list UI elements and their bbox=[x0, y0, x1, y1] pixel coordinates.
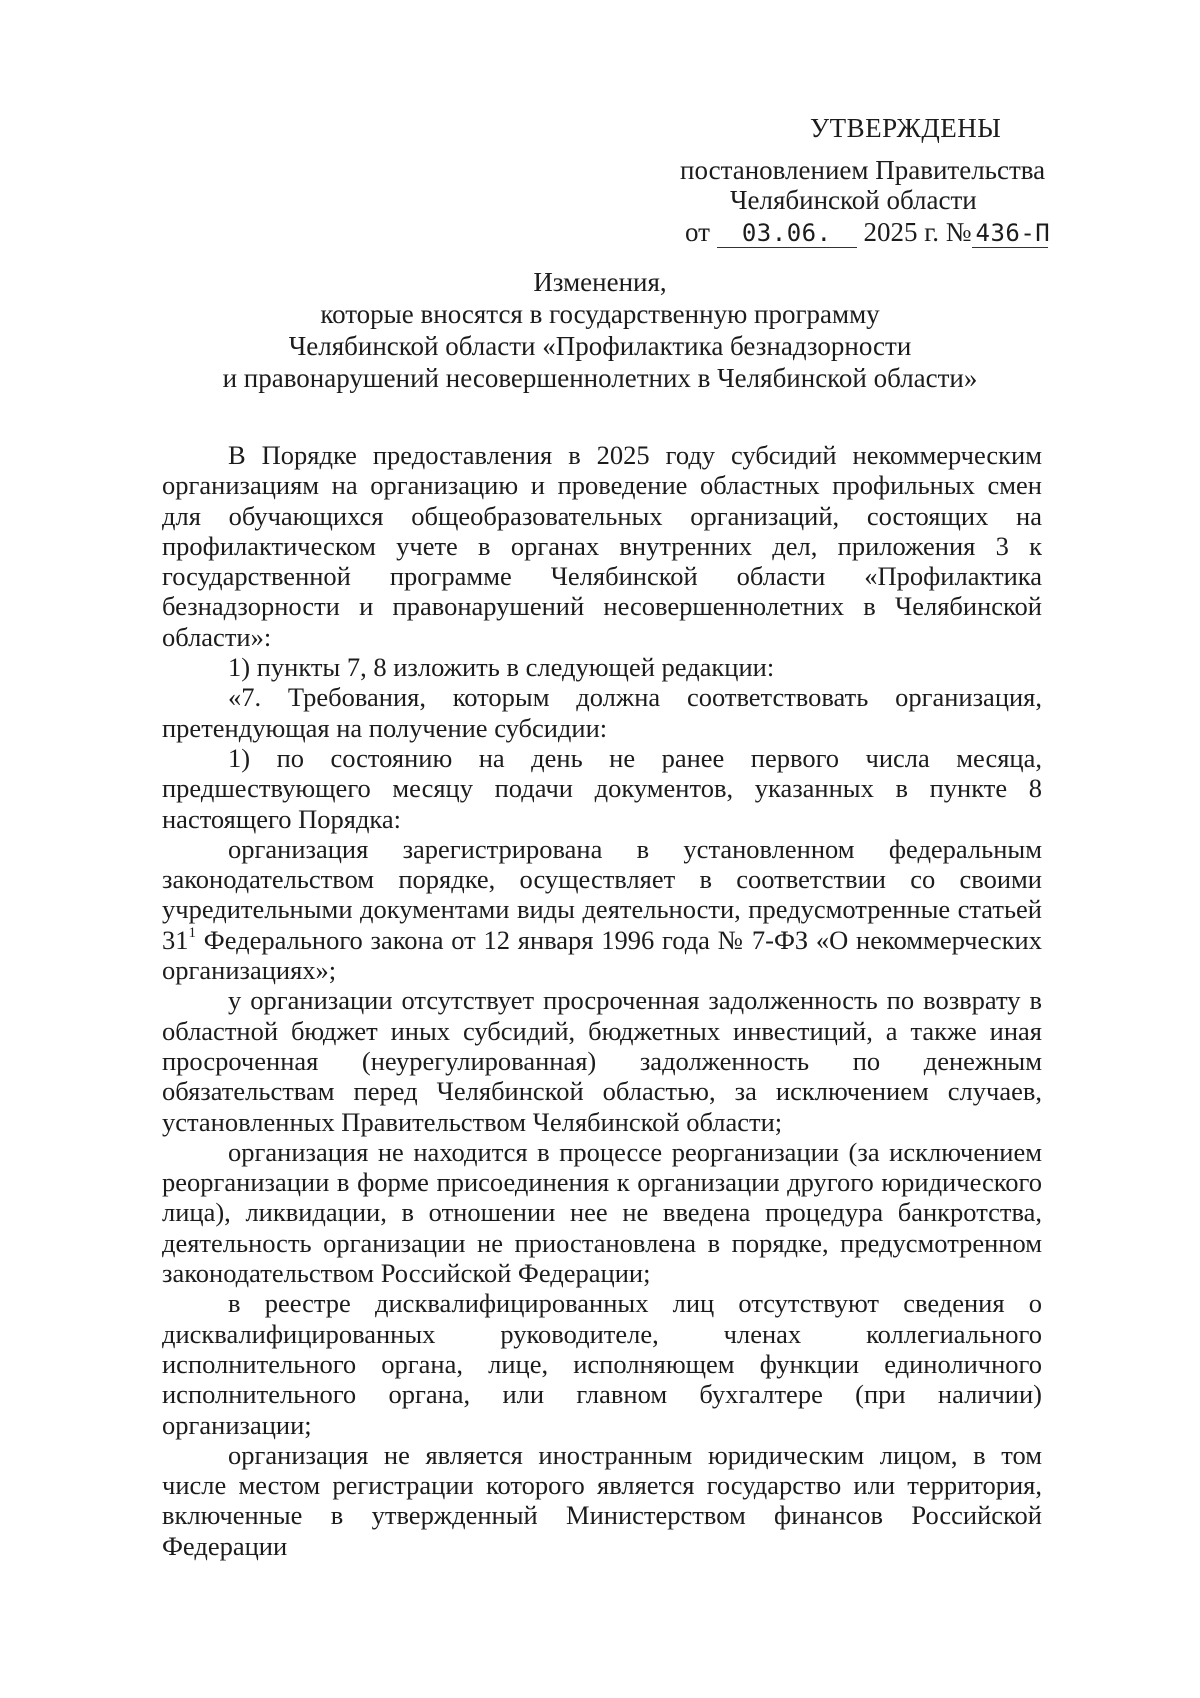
title-line-2: которые вносятся в государственную программу bbox=[320, 299, 880, 329]
article-superscript: 1 bbox=[188, 924, 196, 941]
paragraph-foreign-entity: организация не является иностранным юридическим лицом, в том числе местом регистрации которого является государство или территория, включенные в утвержденный Министерством финансов Российской Федерации bbox=[162, 1439, 1042, 1561]
paragraph-reorganization: организация не находится в процессе реорганизации (за исключением реорганизации в форме присоединения к организации другого юридического лица), ликвидации, в отношении нее не введена процедура банкротства, деятельность организации не приостановлена в порядке, предусмотренном законодательством Российской Федерации; bbox=[162, 1136, 1042, 1289]
approval-title: УТВЕРЖДЕНЫ bbox=[810, 113, 1002, 143]
approval-by: постановлением Правительства bbox=[680, 155, 1046, 185]
title-line-1: Изменения, bbox=[533, 267, 667, 297]
date-prefix: от bbox=[685, 217, 710, 247]
paragraph-item-1: 1) пункты 7, 8 изложить в следующей редакции: bbox=[228, 652, 775, 683]
document-title bbox=[150, 266, 1050, 394]
date-year: 2025 г. № bbox=[863, 217, 972, 247]
paragraph-disqualified: в реестре дисквалифицированных лиц отсутствуют сведения о дисквалифицированных руководителе, членах коллегиального исполнительного органа, лице, исполняющем функции единоличного исполнительного органа, или главном бухгалтере (при наличии) организации; bbox=[162, 1288, 1042, 1440]
paragraph-debt: у организации отсутствует просроченная задолженность по возврату в областной бюджет иных субсидий, бюджетных инвестиций, а также иная просроченная (неурегулированная) задолженность по денежным обязательствам перед Челябинской областью, за исключением случаев, установленных Правительством Челябинской области; bbox=[162, 985, 1042, 1137]
approval-date-line bbox=[685, 216, 1051, 248]
paragraph-subpoint-1: 1) по состоянию на день не ранее первого числа месяца, предшествующего месяцу подачи документов, указанных в пункте 8 настоящего Порядка: bbox=[162, 742, 1042, 834]
registration-text-end: Федерального закона от 12 января 1996 года № 7-ФЗ «О некоммерческих организациях»; bbox=[162, 924, 1042, 986]
registration-text-start: организация зарегистрирована в установленном федеральным законодательством порядке, осуществляет в соответствии со своими учредительными документами виды деятельности, предусмотренные статьей 31 bbox=[162, 833, 1042, 955]
date-day-month: 03.06. bbox=[717, 219, 857, 248]
document-body bbox=[162, 440, 1042, 1561]
paragraph-registration bbox=[162, 834, 1042, 985]
title-line-4: и правонарушений несовершеннолетних в Челябинской области» bbox=[222, 363, 978, 393]
paragraph-intro: В Порядке предоставления в 2025 году субсидий некоммерческим организациям на организацию и проведение областных профильных смен для обучающихся общеобразовательных организаций, состоящих на профилактическом учете в органах внутренних дел, приложения 3 к государственной программе Челябинской области «Профилактика безнадзорности и правонарушений несовершеннолетних в Челябинской области»: bbox=[162, 440, 1042, 652]
document-number: 436-П bbox=[972, 219, 1048, 248]
approval-region: Челябинской области bbox=[730, 185, 977, 215]
title-line-3: Челябинской области «Профилактика безнадзорности bbox=[288, 331, 912, 361]
paragraph-point-7: «7. Требования, которым должна соответствовать организация, претендующая на получение субсидии: bbox=[162, 682, 1042, 743]
